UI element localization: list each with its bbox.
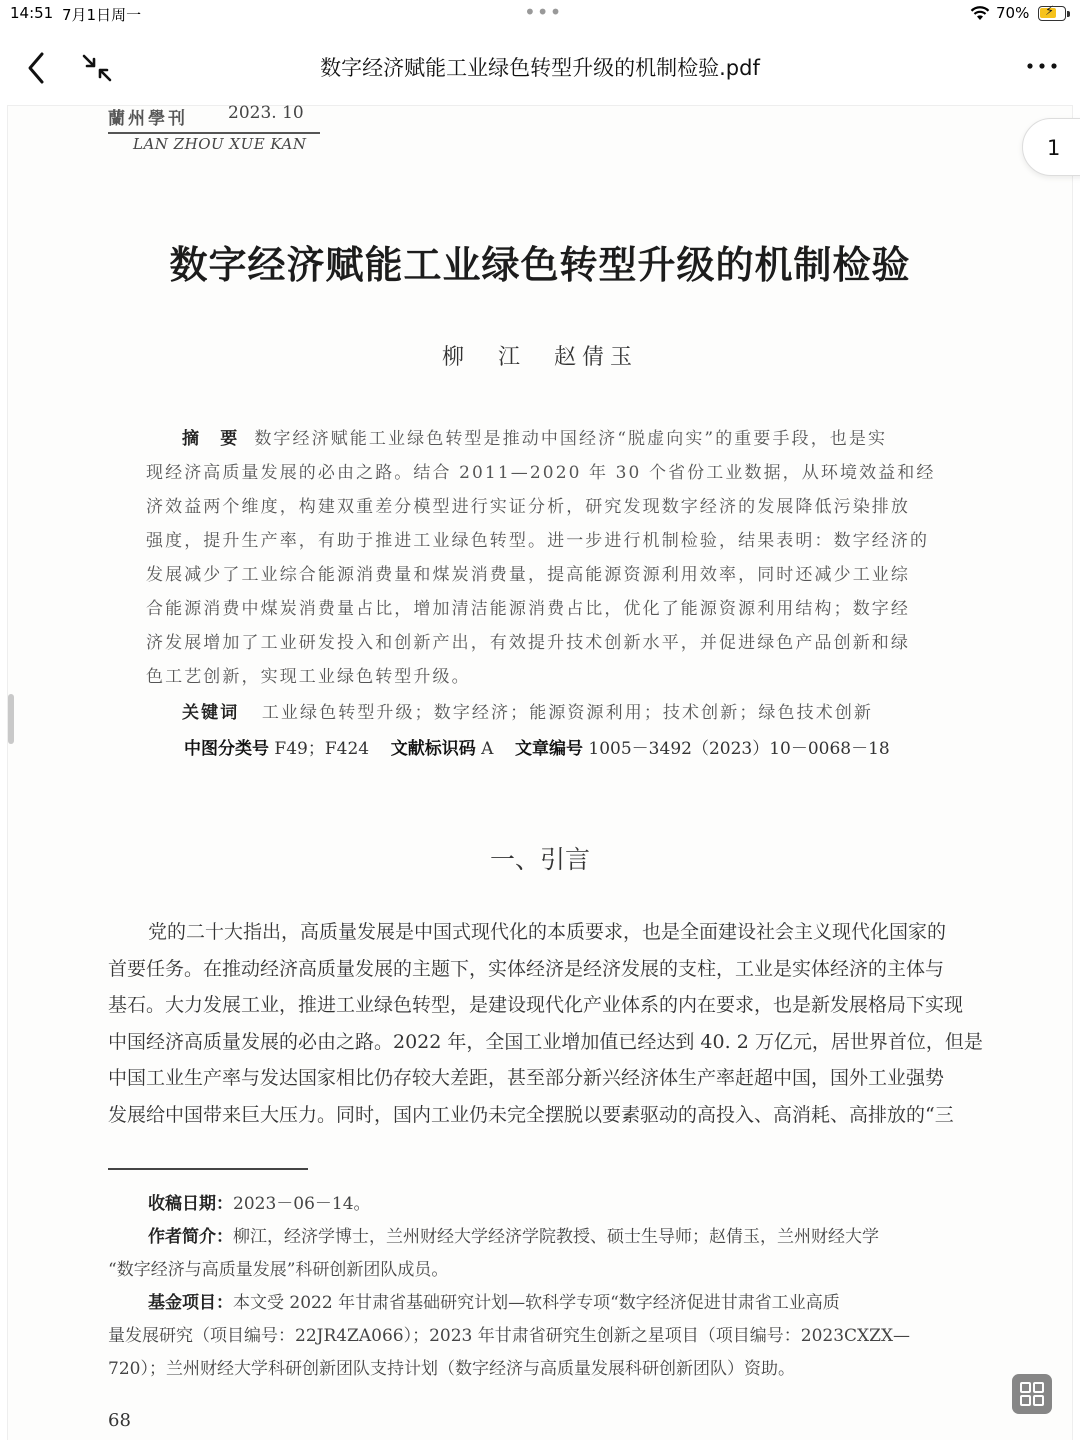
chevron-left-icon bbox=[22, 50, 52, 86]
author-info-line: 柳江，经济学博士，兰州财经大学经济学院教授、硕士生导师；赵倩玉，兰州财经大学 bbox=[233, 1227, 879, 1247]
abstract-line: 数字经济赋能工业绿色转型是推动中国经济“脱虚向实”的重要手段，也是实 bbox=[254, 429, 888, 449]
nav-bar bbox=[0, 30, 1080, 106]
battery-percent: 70% bbox=[996, 4, 1030, 22]
section-heading: 一、引言 bbox=[489, 845, 590, 874]
battery-nub bbox=[1067, 11, 1070, 17]
fund-line: 量发展研究（项目编号：22JR4ZA066）；2023 年甘肃省研究生创新之星项目（项目编号：2023CXZX— bbox=[108, 1326, 911, 1346]
clc-value: F49；F424 bbox=[274, 739, 370, 759]
paper-authors: 柳 江 赵倩玉 bbox=[441, 345, 638, 370]
journal-latin: LAN ZHOU XUE KAN bbox=[133, 134, 307, 153]
back-button[interactable] bbox=[22, 50, 52, 86]
wifi-icon bbox=[970, 6, 990, 25]
article-no-label: 文章编号 bbox=[515, 739, 584, 759]
fund-label: 基金项目： bbox=[148, 1293, 233, 1313]
journal-header bbox=[108, 104, 320, 153]
page-number: 68 bbox=[108, 1410, 131, 1431]
abstract-line: 现经济高质量发展的必由之路。结合 2011—2020 年 30 个省份工业数据，从环境效益和经 bbox=[146, 463, 936, 483]
abstract-line: 合能源消费中煤炭消费量占比，增加清洁能源消费占比，优化了能源资源利用结构；数字经 bbox=[146, 599, 910, 619]
scroll-indicator[interactable] bbox=[8, 694, 14, 744]
fund-line: 720）；兰州财经大学科研创新团队支持计划（数字经济与高质量发展科研创新团队）资助。 bbox=[108, 1359, 795, 1379]
abstract-label: 摘 要 bbox=[182, 429, 240, 449]
body-line: 中国经济高质量发展的必由之路。2022 年，全国工业增加值已经达到 40. 2 万亿元，居世界首位，但是 bbox=[108, 1030, 983, 1053]
footnote-rule bbox=[108, 1168, 308, 1170]
multitask-dots[interactable]: ••• bbox=[524, 0, 563, 24]
clc-label: 中图分类号 bbox=[184, 739, 269, 759]
abstract bbox=[146, 422, 938, 730]
thumbnails-button[interactable] bbox=[1012, 1374, 1052, 1414]
body-line: 基石。大力发展工业，推进工业绿色转型，是建设现代化产业体系的内在要求，也是新发展格局下实现 bbox=[108, 994, 964, 1017]
body-line: 中国工业生产率与发达国家相比仍存较大差距，甚至部分新兴经济体生产率赶超中国，国外工业强势 bbox=[108, 1067, 945, 1090]
more-dots-icon bbox=[1024, 56, 1060, 76]
body-line: 首要任务。在推动经济高质量发展的主题下，实体经济是经济发展的支柱，工业是实体经济的主体与 bbox=[108, 957, 945, 980]
received-date: 2023－06－14。 bbox=[233, 1194, 371, 1214]
journal-issue: 2023. 10 bbox=[228, 103, 304, 123]
abstract-line: 强度，提升生产率，有助于推进工业绿色转型。进一步进行机制检验，结果表明：数字经济的 bbox=[146, 531, 930, 551]
document-title: 数字经济赋能工业绿色转型升级的机制检验.pdf bbox=[320, 56, 760, 80]
body-line: 党的二十大指出，高质量发展是中国式现代化的本质要求，也是全面建设社会主义现代化国家的 bbox=[148, 921, 947, 943]
more-button[interactable] bbox=[1024, 56, 1060, 76]
collapse-button[interactable] bbox=[80, 52, 114, 84]
battery-icon: ⚡ bbox=[1038, 6, 1066, 21]
abstract-line: 色工艺创新，实现工业绿色转型升级。 bbox=[146, 667, 471, 687]
abstract-line: 发展减少了工业综合能源消费量和煤炭消费量，提高能源资源利用效率，同时还减少工业综 bbox=[146, 565, 910, 585]
journal-name: 蘭州學刊 bbox=[108, 109, 188, 129]
author-info-label: 作者简介： bbox=[148, 1227, 233, 1247]
status-date: 7月1日周一 bbox=[62, 6, 142, 24]
status-bar bbox=[0, 0, 1080, 30]
body-text bbox=[108, 914, 983, 1134]
doc-code-value: A bbox=[481, 739, 494, 759]
abstract-line: 济发展增加了工业研发投入和创新产出，有效提升技术创新水平，并促进绿色产品创新和绿 bbox=[146, 633, 910, 653]
keywords: 工业绿色转型升级；数字经济；能源资源利用；技术创新；绿色技术创新 bbox=[261, 703, 874, 723]
body-line: 发展给中国带来巨大压力。同时，国内工业仍未完全摆脱以要素驱动的高投入、高消耗、高排放的“三 bbox=[108, 1103, 954, 1126]
classification-line bbox=[184, 734, 890, 759]
page-indicator[interactable]: 1 bbox=[1022, 118, 1080, 176]
status-time: 14:51 bbox=[10, 4, 54, 22]
doc-code-label: 文献标识码 bbox=[390, 739, 476, 759]
fund-line: 本文受 2022 年甘肃省基础研究计划—软科学专项“数字经济促进甘肃省工业高质 bbox=[233, 1293, 840, 1313]
collapse-arrows-icon bbox=[80, 52, 114, 84]
journal-rule bbox=[108, 132, 320, 134]
article-no-value: 1005－3492（2023）10－0068－18 bbox=[588, 739, 890, 759]
footnotes bbox=[108, 1188, 974, 1386]
abstract-line: 济效益两个维度，构建双重差分模型进行实证分析，研究发现数字经济的发展降低污染排放 bbox=[146, 497, 910, 517]
paper-title: 数字经济赋能工业绿色转型升级的机制检验 bbox=[169, 242, 911, 287]
keywords-label: 关键词 bbox=[182, 703, 240, 723]
received-label: 收稿日期： bbox=[148, 1194, 233, 1214]
author-info-line: “数字经济与高质量发展”科研创新团队成员。 bbox=[108, 1260, 449, 1280]
